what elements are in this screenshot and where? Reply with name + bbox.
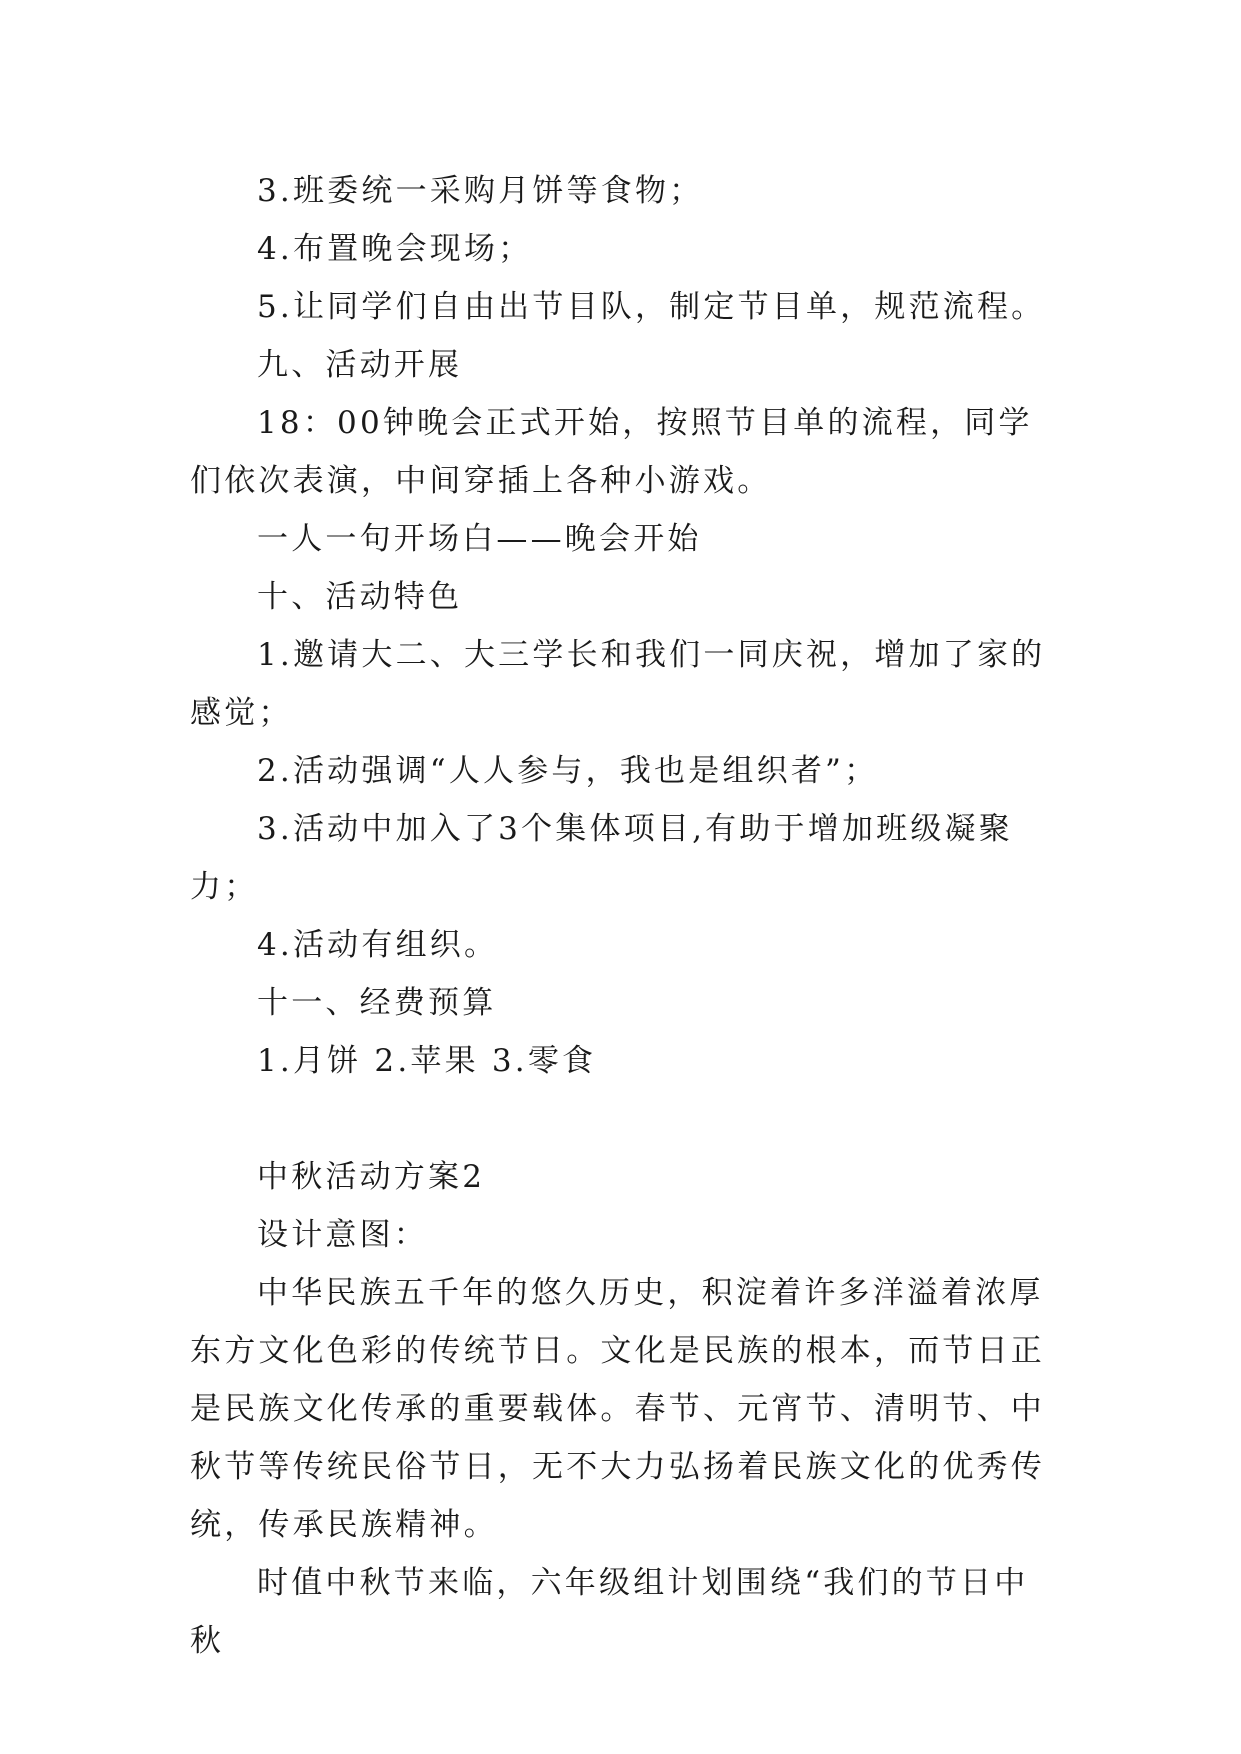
paragraph: 5.让同学们自由出节目队，制定节目单，规范流程。: [257, 289, 1046, 325]
document-body: [190, 162, 1050, 1670]
paragraph: 4.活动有组织。: [257, 927, 499, 963]
paragraph: 2.活动强调“人人参与，我也是组织者”；: [257, 753, 879, 789]
paragraph: 3.活动中加入了3个集体项目,有助于增加班级凝聚力；: [190, 811, 1013, 905]
document-title: 中秋活动方案2: [257, 1159, 486, 1195]
paragraph: 设计意图：: [257, 1217, 428, 1253]
paragraph: 18：00钟晚会正式开始，按照节目单的流程，同学们依次表演，中间穿插上各种小游戏。: [190, 405, 1033, 499]
section-heading: 十一、经费预算: [257, 985, 497, 1021]
paragraph: 中华民族五千年的悠久历史，积淀着许多洋溢着浓厚东方文化色彩的传统节日。文化是民族的根本，而节日正是民族文化传承的重要载体。春节、元宵节、清明节、中秋节等传统民俗节日，无不大力弘扬着民族文化的优秀传统，传承民族精神。: [190, 1275, 1045, 1543]
section-heading: 九、活动开展: [257, 347, 463, 383]
section-heading: 十、活动特色: [257, 579, 463, 615]
paragraph: 4.布置晚会现场；: [257, 231, 533, 267]
paragraph: 3.班委统一采购月饼等食物；: [257, 173, 704, 209]
paragraph: 1.月饼 2.苹果 3.零食: [257, 1043, 597, 1079]
blank-line: [190, 1090, 1050, 1148]
paragraph: 时值中秋节来临，六年级组计划围绕“我们的节日中秋: [190, 1565, 1029, 1659]
paragraph: 1.邀请大二、大三学长和我们一同庆祝，增加了家的感觉；: [190, 637, 1046, 731]
paragraph: 一人一句开场白——晚会开始: [257, 521, 702, 557]
